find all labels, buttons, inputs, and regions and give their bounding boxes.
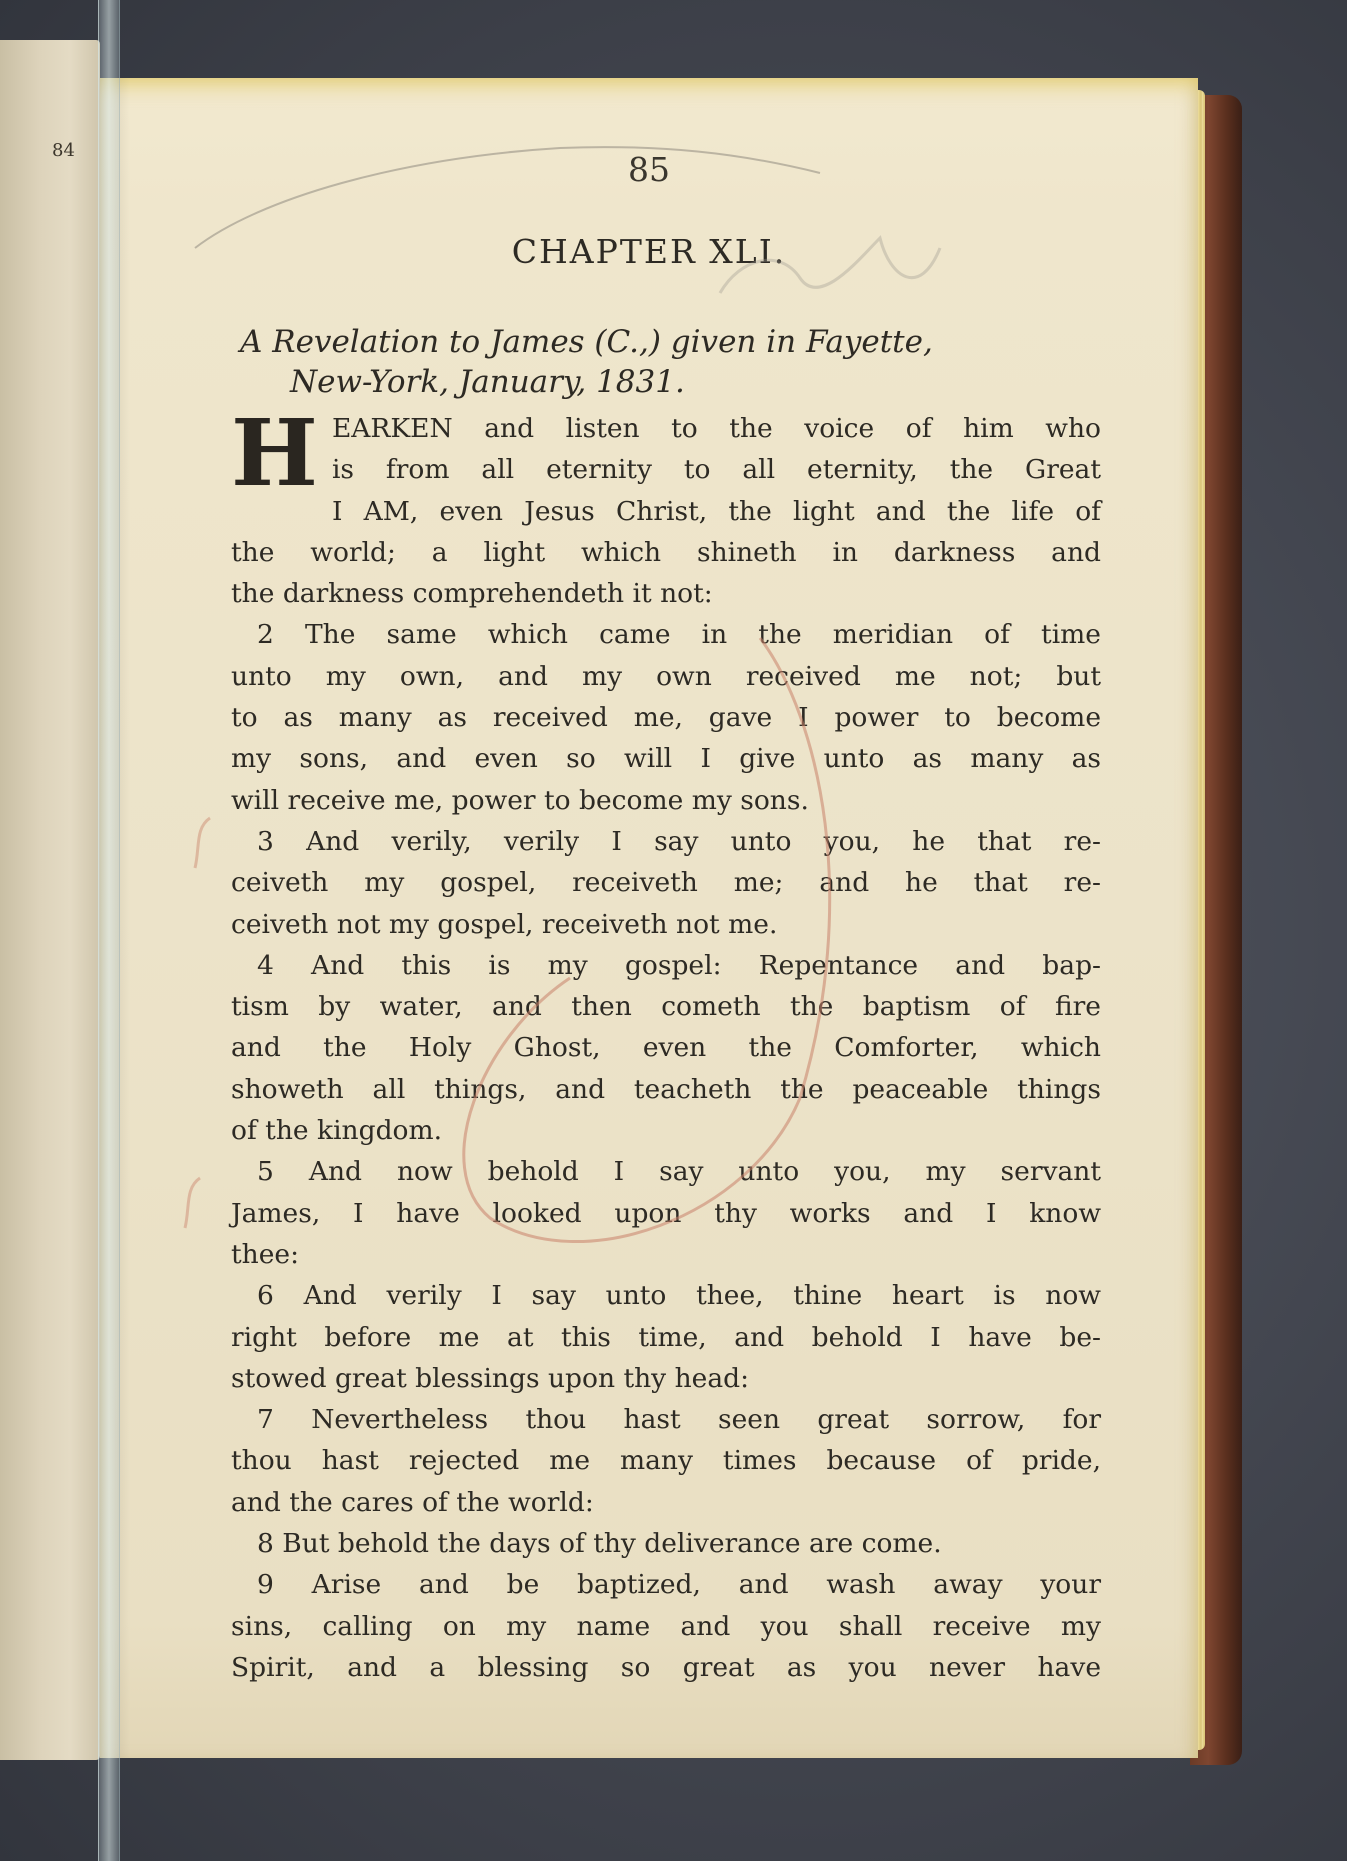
text-line: the world; a light which shineth in darkness and: [231, 536, 1101, 568]
verse-line: 9 Arise and be baptized, and wash away your: [257, 1569, 1101, 1601]
left-page-number: 84: [52, 140, 75, 161]
verse-line: 7 Nevertheless thou hast seen great sorrow, for: [257, 1404, 1101, 1436]
text-line: will receive me, power to become my sons.: [231, 784, 809, 816]
text-line: Spirit, and a blessing so great as you never have: [231, 1651, 1101, 1683]
text-line: and the cares of the world:: [231, 1486, 594, 1518]
drop-cap: H: [231, 399, 318, 507]
glass-plate-edge: [98, 0, 120, 1861]
heading-line-1: A Revelation to James (C.,) given in Fayette,: [240, 324, 933, 360]
heading-line-2: New-York, January, 1831.: [290, 364, 685, 400]
verse-line: 4 And this is my gospel: Repentance and bap-: [257, 949, 1101, 981]
verse-line: 8 But behold the days of thy deliverance are come.: [257, 1528, 942, 1560]
right-page: [100, 78, 1198, 1758]
text-line: sins, calling on my name and you shall receive my: [231, 1610, 1101, 1642]
text-line: James, I have looked upon thy works and I know: [231, 1197, 1101, 1229]
verse-line: 2 The same which came in the meridian of time: [257, 619, 1101, 651]
verse-line: 6 And verily I say unto thee, thine heart is now: [257, 1280, 1101, 1312]
verse-line: 5 And now behold I say unto you, my servant: [257, 1156, 1101, 1188]
body-text: [231, 399, 1101, 1688]
text-line: my sons, and even so will I give unto as many as: [231, 743, 1101, 775]
text-line: thee:: [231, 1238, 300, 1270]
chapter-title: CHAPTER XLI.: [511, 232, 787, 271]
text-line: and the Holy Ghost, even the Comforter, which: [231, 1032, 1101, 1064]
text-line: ceiveth my gospel, receiveth me; and he that re-: [231, 867, 1101, 899]
text-line: showeth all things, and teacheth the peaceable things: [231, 1073, 1101, 1105]
text-line: right before me at this time, and behold I have be-: [231, 1321, 1101, 1353]
page-number: 85: [628, 150, 670, 189]
left-page: [0, 40, 100, 1760]
text-line: unto my own, and my own received me not; but: [231, 660, 1101, 692]
page-text: [100, 78, 1198, 1758]
text-line: I AM, even Jesus Christ, the light and the life of: [331, 495, 1101, 527]
text-line: to as many as received me, gave I power to become: [231, 702, 1101, 734]
text-line: ceiveth not my gospel, receiveth not me.: [231, 908, 778, 940]
text-line: the darkness comprehendeth it not:: [231, 578, 713, 610]
text-line: thou hast rejected me many times because of pride,: [231, 1445, 1101, 1477]
text-line: tism by water, and then cometh the baptism of fire: [231, 991, 1101, 1023]
verse-line: 3 And verily, verily I say unto you, he that re-: [257, 825, 1101, 857]
text-line: is from all eternity to all eternity, the Great: [331, 454, 1101, 486]
text-line: EARKEN and listen to the voice of him who: [331, 413, 1101, 444]
revelation-heading: [240, 322, 1080, 402]
text-line: stowed great blessings upon thy head:: [231, 1362, 750, 1394]
text-line: of the kingdom.: [231, 1115, 443, 1147]
